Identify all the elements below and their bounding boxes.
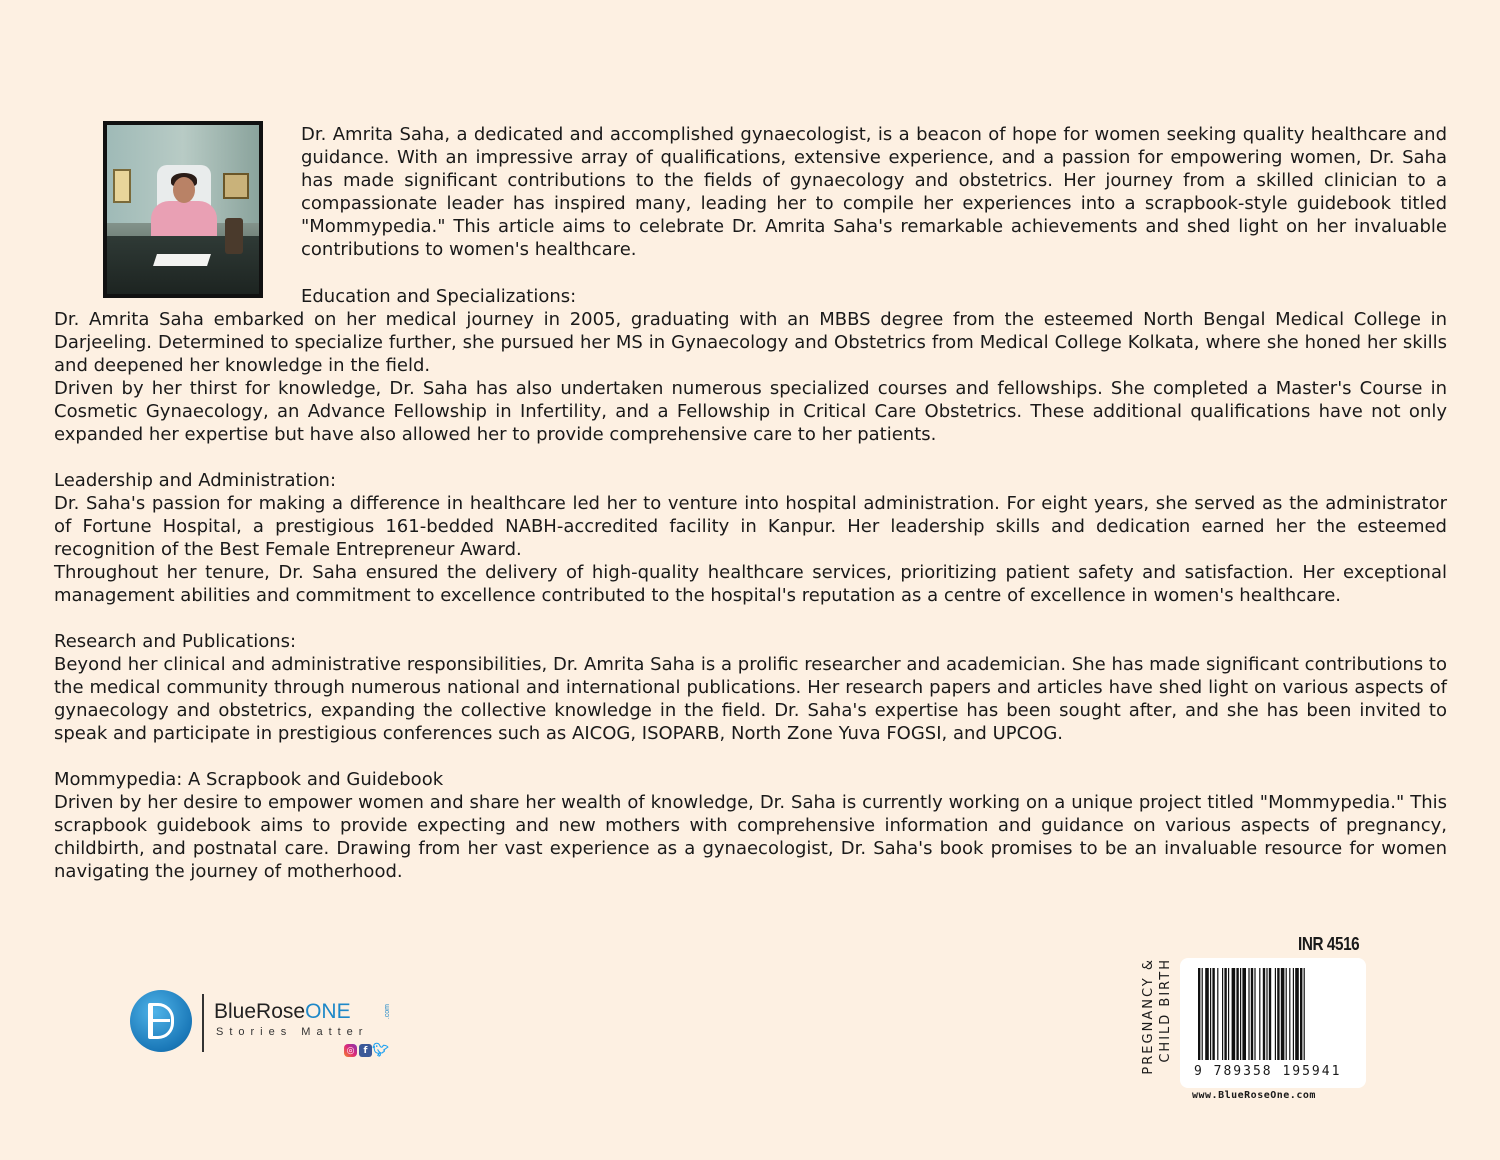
website-url: www.BlueRoseOne.com xyxy=(1192,1090,1316,1101)
logo-divider xyxy=(202,994,204,1052)
publisher-logo-mark xyxy=(130,990,192,1052)
category-label xyxy=(1140,958,1180,1094)
publisher-name xyxy=(214,1000,351,1024)
section-heading-leadership: Leadership and Administration: xyxy=(54,470,337,491)
publisher-name-accent: ONE xyxy=(305,1000,351,1023)
isbn-number: 9 789358 195941 xyxy=(1194,1064,1342,1079)
facebook-icon: f xyxy=(359,1044,372,1057)
intro-paragraph: Dr. Amrita Saha, a dedicated and accomplished gynaecologist, is a beacon of hope for women seeking quality healthcare and guidance. With an impressive array of qualifications, extensive experience, and a passion for empowering women, Dr. Saha has made significant contributions to the fields of gynaecology and obstetrics. Her journey from a skilled clinician to a compassionate leader has inspired many, leading her to compile her experiences into a scrapbook-style guidebook titled "Mommypedia." This article aims to celebrate Dr. Amrita Saha's remarkable achievements and shed light on her invaluable contributions to women's healthcare. xyxy=(301,124,1447,260)
publisher-logo xyxy=(130,990,410,1060)
section-heading-research: Research and Publications: xyxy=(54,631,297,652)
section-heading-mommypedia: Mommypedia: A Scrapbook and Guidebook xyxy=(54,769,444,790)
barcode xyxy=(1180,958,1366,1088)
publisher-name-suffix: .com xyxy=(384,1004,391,1020)
publisher-name-main: BlueRose xyxy=(214,1000,306,1023)
section-paragraph: Driven by her desire to empower women and share her wealth of knowledge, Dr. Saha is currently working on a unique project titled "Mommypedia." This scrapbook guidebook aims to provide expecting and new mothers with comprehensive information and guidance on various aspects of pregnancy, childbirth, and postnatal care. Drawing from her vast experience as a gynaecologist, Dr. Saha's book promises to be an invaluable resource for women navigating the journey of motherhood. xyxy=(54,792,1447,882)
category-line-2: CHILD BIRTH xyxy=(1158,958,1173,1063)
section-paragraph: Throughout her tenure, Dr. Saha ensured the delivery of high-quality healthcare services, prioritizing patient safety and satisfaction. Her exceptional management abilities and commitment to excellence contributed to the hospital's reputation as a centre of excellence in women's healthcare. xyxy=(54,562,1447,606)
section-paragraph: Dr. Amrita Saha embarked on her medical journey in 2005, graduating with an MBBS degree from the esteemed North Bengal Medical College in Darjeeling. Determined to specialize further, she pursued her MS in Gynaecology and Obstetrics from Medical College Kolkata, where she honed her skills and deepened her knowledge in the field. xyxy=(54,309,1447,376)
section-paragraph: Dr. Saha's passion for making a difference in healthcare led her to venture into hospital administration. For eight years, she served as the administrator of Fortune Hospital, a prestigious 161-bedded NABH-accredited facility in Kanpur. Her leadership skills and dedication earned her the esteemed recognition of the Best Female Entrepreneur Award. xyxy=(54,493,1447,560)
price-label: INR 4516 xyxy=(1298,934,1360,954)
category-line-1: PREGNANCY & xyxy=(1141,958,1156,1075)
section-paragraph: Driven by her thirst for knowledge, Dr. Saha has also undertaken numerous specialized courses and fellowships. She completed a Master's Course in Cosmetic Gynaecology, an Advance Fellowship in Infertility, and a Fellowship in Critical Care Obstetrics. These additional qualifications have not only expanded her expertise but have also allowed her to provide comprehensive care to her patients. xyxy=(54,378,1447,445)
barcode-bars xyxy=(1192,968,1354,1064)
publisher-tagline: Stories Matter xyxy=(216,1026,369,1038)
social-icons xyxy=(344,1044,387,1057)
twitter-icon: 🐦︎ xyxy=(372,1043,389,1058)
instagram-icon: ◎ xyxy=(344,1044,357,1057)
author-photo xyxy=(103,121,263,298)
section-heading-education: Education and Specializations: xyxy=(301,286,577,307)
section-paragraph: Beyond her clinical and administrative responsibilities, Dr. Amrita Saha is a prolific researcher and academician. She has made significant contributions to the medical community through numerous national and international publications. Her research papers and articles have shed light on various aspects of gynaecology and obstetrics, expanding the collective knowledge in the field. Dr. Saha's expertise has been sought after, and she has been invited to speak and participate in prestigious conferences such as AICOG, ISOPARB, North Zone Yuva FOGSI, and UPCOG. xyxy=(54,654,1447,744)
